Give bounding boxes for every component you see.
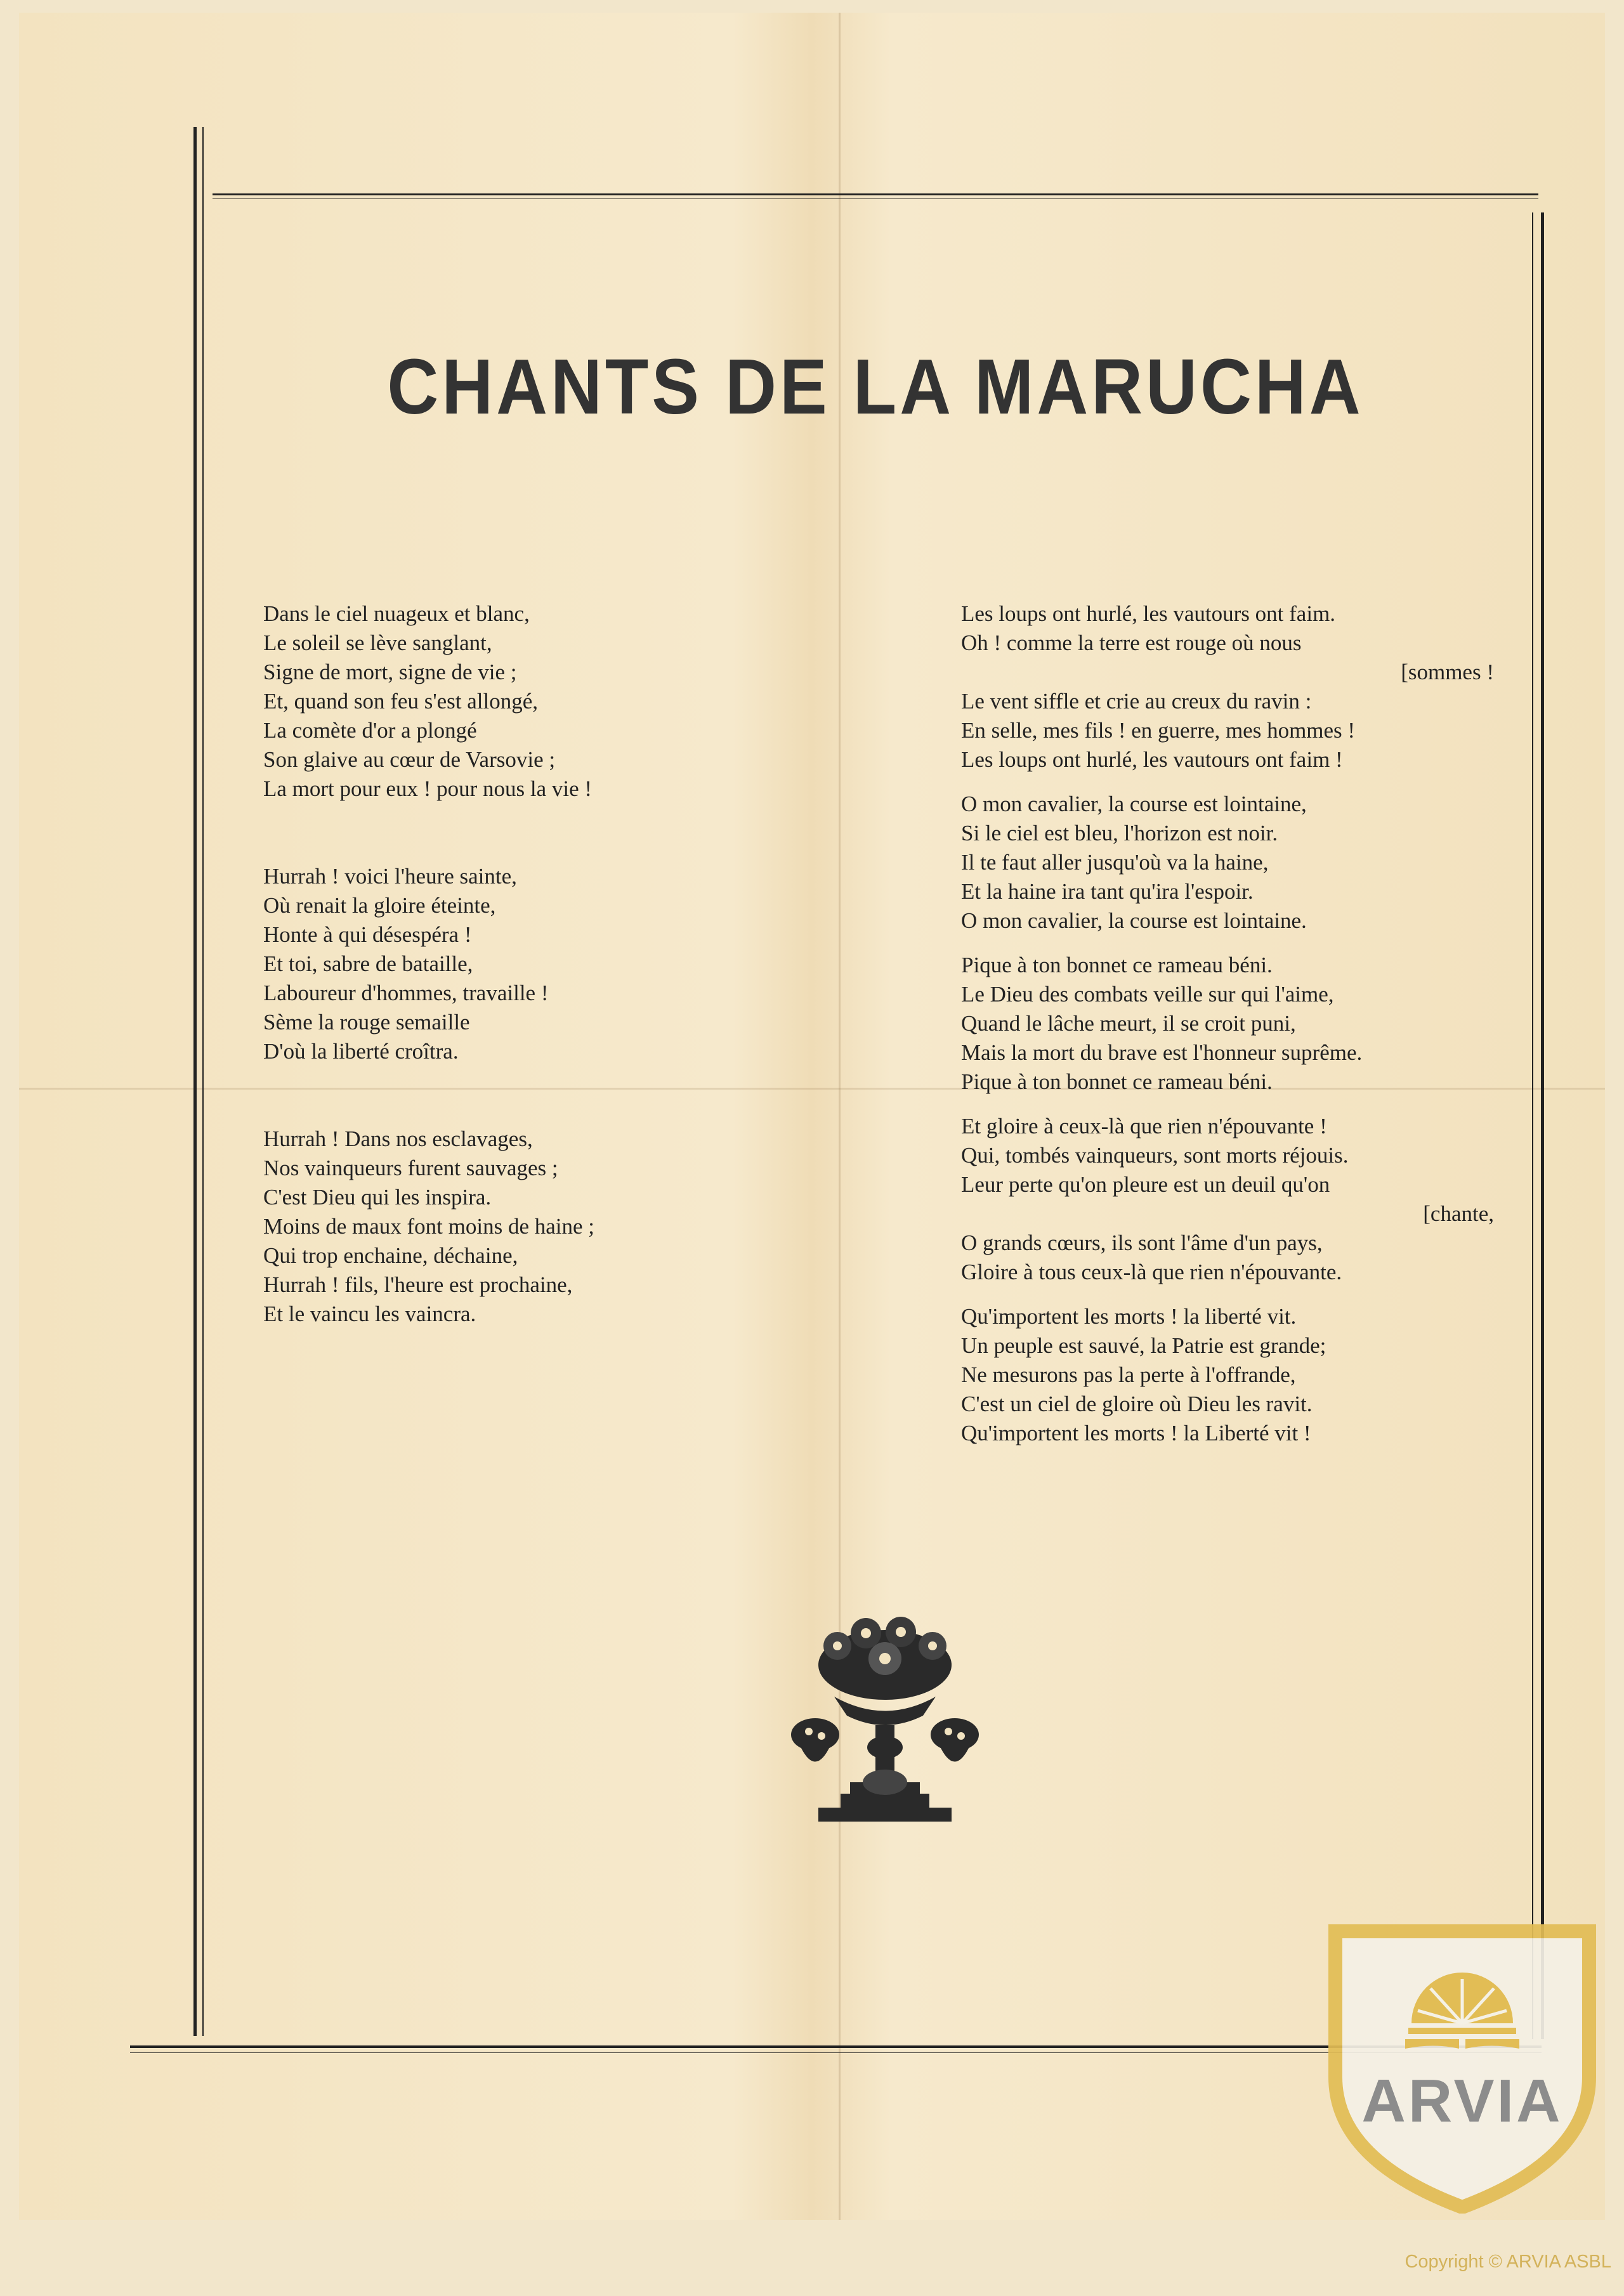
poem-line: En selle, mes fils ! en guerre, mes hommes ! (961, 718, 1356, 743)
right-inner-border (1532, 212, 1533, 2039)
poem-line: Et, quand son feu s'est allongé, (263, 689, 539, 714)
copyright-notice: Copyright © ARVIA ASBL (1405, 2252, 1611, 2272)
poem-line: Qui trop enchaine, déchaine, (263, 1243, 518, 1268)
poem-stanza (961, 1112, 1494, 1287)
left-inner-border (202, 127, 204, 2036)
poem-line: Où renait la gloire éteinte, (263, 893, 496, 918)
poem-line: Signe de mort, signe de vie ; (263, 660, 517, 684)
poem-line: Qui, tombés vainqueurs, sont morts réjouis. (961, 1143, 1349, 1168)
poem-line: Il te faut aller jusqu'où va la haine, (961, 850, 1269, 875)
page-title: CHANTS DE LA MARUCHA (387, 342, 1364, 431)
poem-line: Nos vainqueurs furent sauvages ; (263, 1156, 558, 1180)
poem-line: Hurrah ! fils, l'heure est prochaine, (263, 1272, 573, 1297)
poem-line: La mort pour eux ! pour nous la vie ! (263, 776, 593, 801)
poem-line: O mon cavalier, la course est lointaine. (961, 908, 1307, 933)
top-border (213, 193, 1538, 195)
poem-line: Gloire à tous ceux-là que rien n'épouvante. (961, 1260, 1342, 1284)
poem-line: Leur perte qu'on pleure est un deuil qu'on (961, 1172, 1330, 1197)
poem-line: Les loups ont hurlé, les vautours ont faim. (961, 601, 1336, 626)
poem-line: D'où la liberté croîtra. (263, 1039, 459, 1064)
poem-line: C'est un ciel de gloire où Dieu les ravit. (961, 1392, 1313, 1416)
poem-stanza (961, 1302, 1494, 1448)
poem-line: Les loups ont hurlé, les vautours ont faim ! (961, 747, 1343, 772)
poem-line: C'est Dieu qui les inspira. (263, 1185, 492, 1210)
poem-line: La comète d'or a plongé (263, 718, 477, 743)
poem-line: Sème la rouge semaille (263, 1010, 470, 1034)
poem-line: Ne mesurons pas la perte à l'offrande, (961, 1362, 1296, 1387)
poem-line: Son glaive au cœur de Varsovie ; (263, 747, 556, 772)
poem-line: Qu'importent les morts ! la Liberté vit ! (961, 1421, 1311, 1445)
poem-line: Et la haine ira tant qu'ira l'espoir. (961, 879, 1254, 904)
right-poem-column (961, 599, 1494, 1448)
poem-line: Et le vaincu les vaincra. (263, 1301, 476, 1326)
poem-stanza (961, 599, 1494, 774)
poem-stanza (263, 862, 834, 1066)
left-outer-border (193, 127, 197, 2036)
poem-line: Mais la mort du brave est l'honneur suprême. (961, 1040, 1363, 1065)
poem-line: [chante, (1423, 1201, 1494, 1226)
poem-line: [sommes ! (1401, 660, 1494, 684)
poem-line: Pique à ton bonnet ce rameau béni. (961, 1069, 1273, 1094)
poem-line: Laboureur d'hommes, travaille ! (263, 981, 549, 1005)
arvia-watermark-label: ARVIA (1361, 2067, 1563, 2135)
poem-stanza (961, 951, 1494, 1097)
poem-line: Quand le lâche meurt, il se croit puni, (961, 1011, 1296, 1036)
poem-line: Et gloire à ceux-là que rien n'épouvante ! (961, 1114, 1327, 1138)
poem-line: Si le ciel est bleu, l'horizon est noir. (961, 821, 1278, 845)
poem-line: Et toi, sabre de bataille, (263, 951, 473, 976)
poem-line: Oh ! comme la terre est rouge où nous (961, 630, 1302, 655)
poem-line: Honte à qui désespéra ! (263, 922, 472, 947)
poem-line: Hurrah ! Dans nos esclavages, (263, 1126, 533, 1151)
poem-line: Dans le ciel nuageux et blanc, (263, 601, 530, 626)
poem-line: O mon cavalier, la course est lointaine, (961, 792, 1307, 816)
left-poem-column (263, 599, 834, 1329)
poem-line: Un peuple est sauvé, la Patrie est grande; (961, 1333, 1326, 1358)
poem-stanza (263, 1125, 834, 1329)
flower-urn-ornament (780, 1614, 990, 1830)
poem-stanza (961, 790, 1494, 936)
poem-line: Moins de maux font moins de haine ; (263, 1214, 595, 1239)
poem-line: O grands cœurs, ils sont l'âme d'un pays, (961, 1230, 1323, 1255)
poem-line: Le Dieu des combats veille sur qui l'aime, (961, 982, 1334, 1007)
poem-stanza (263, 599, 834, 804)
poem-line: Pique à ton bonnet ce rameau béni. (961, 953, 1273, 977)
right-outer-border (1541, 212, 1544, 2039)
poem-line: Le vent siffle et crie au creux du ravin : (961, 689, 1312, 714)
poem-line: Le soleil se lève sanglant, (263, 630, 492, 655)
poem-line: Qu'importent les morts ! la liberté vit. (961, 1304, 1297, 1329)
arvia-watermark-badge (1323, 1919, 1602, 2214)
poem-line: Hurrah ! voici l'heure sainte, (263, 864, 517, 889)
